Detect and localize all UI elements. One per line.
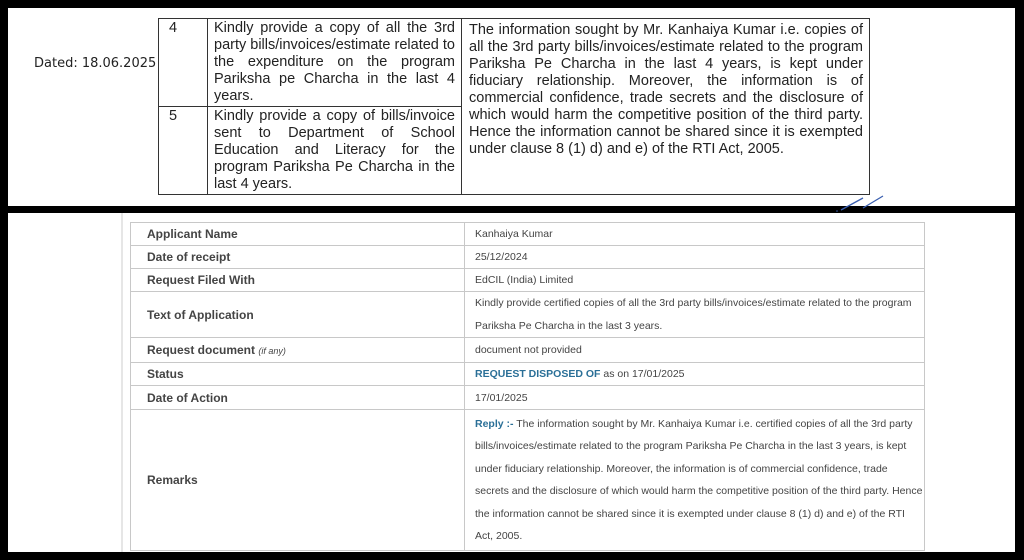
- scanned-letter-panel: [8, 8, 1015, 206]
- field-label-text: Request document: [147, 343, 256, 357]
- letter-answer-cell: [461, 19, 869, 194]
- rti-status-table: [130, 222, 925, 551]
- letter-response-table: [158, 18, 870, 195]
- letter-row-4: [159, 19, 461, 107]
- letter-date: Dated: 18.06.2025: [34, 56, 157, 71]
- field-label: Applicant Name: [131, 223, 465, 246]
- status-value: [465, 363, 925, 386]
- letter-answer: The information sought by Mr. Kanhaiya Kumar i.e. copies of all the 3rd party bills/invoices/estimate related to the program Pariksha Pe Charcha in the last 4 years, is kept under fiduciary relationship. Moreover, the information is of commercial confidence, trade secrets and the disclosure of which would harm the competitive position of the third party. Hence the information cannot be shared since it is exempted under clause 8 (1) d) and e) of the RTI Act, 2005.: [469, 22, 863, 157]
- field-label: Remarks: [131, 410, 465, 551]
- letter-row-5: [159, 107, 461, 195]
- date-of-receipt-value: 25/12/2024: [465, 246, 925, 269]
- field-label: Text of Application: [131, 292, 465, 338]
- table-row: [131, 338, 925, 363]
- field-hint: (if any): [258, 346, 286, 356]
- row-number: 5: [169, 108, 178, 124]
- table-row: [131, 410, 925, 551]
- rti-status-panel: [8, 213, 1015, 552]
- table-row: [131, 246, 925, 269]
- table-row: [131, 363, 925, 386]
- table-row: [131, 386, 925, 410]
- row-question: Kindly provide a copy of bills/invoice sent to Department of School Education and Literacy for the program Pariksha Pe Charcha in the last 4 years.: [207, 107, 461, 195]
- table-row: [131, 269, 925, 292]
- request-document-value: document not provided: [465, 338, 925, 363]
- applicant-name-value: Kanhaiya Kumar: [465, 223, 925, 246]
- signature-mark-icon: [833, 190, 893, 214]
- status-badge: REQUEST DISPOSED OF: [475, 368, 601, 380]
- reply-text: The information sought by Mr. Kanhaiya Kumar i.e. certified copies of all the 3rd party bills/invoices/estimate related to the program Pariksha Pe Charcha in the last 3 years, is kept under fiduciary relationship. Moreover, the information is of commercial confidence, trade secrets and the disclosure of which would harm the competitive position of the third party. Hence the information cannot be shared since it is exempted under clause 8 (1) d) and e) of the RTI Act, 2005.: [475, 417, 923, 542]
- field-label: [131, 338, 465, 363]
- table-row: [131, 292, 925, 338]
- date-of-action-value: 17/01/2025: [465, 386, 925, 410]
- row-number: 4: [169, 20, 178, 36]
- table-row: [131, 223, 925, 246]
- reply-label: Reply :-: [475, 417, 514, 430]
- field-label: Request Filed With: [131, 269, 465, 292]
- status-date: as on 17/01/2025: [600, 368, 685, 380]
- application-text-value: Kindly provide certified copies of all the 3rd party bills/invoices/estimate related to the program Pariksha Pe Charcha in the last 3 years.: [465, 292, 925, 338]
- row-question: Kindly provide a copy of all the 3rd party bills/invoices/estimate related to the expenditure on the program Pariksha pe Charcha in the last 4 years.: [207, 19, 461, 106]
- field-label: Date of receipt: [131, 246, 465, 269]
- field-label: Date of Action: [131, 386, 465, 410]
- field-label: Status: [131, 363, 465, 386]
- remarks-value: [465, 410, 925, 551]
- request-filed-with-value: EdCIL (India) Limited: [465, 269, 925, 292]
